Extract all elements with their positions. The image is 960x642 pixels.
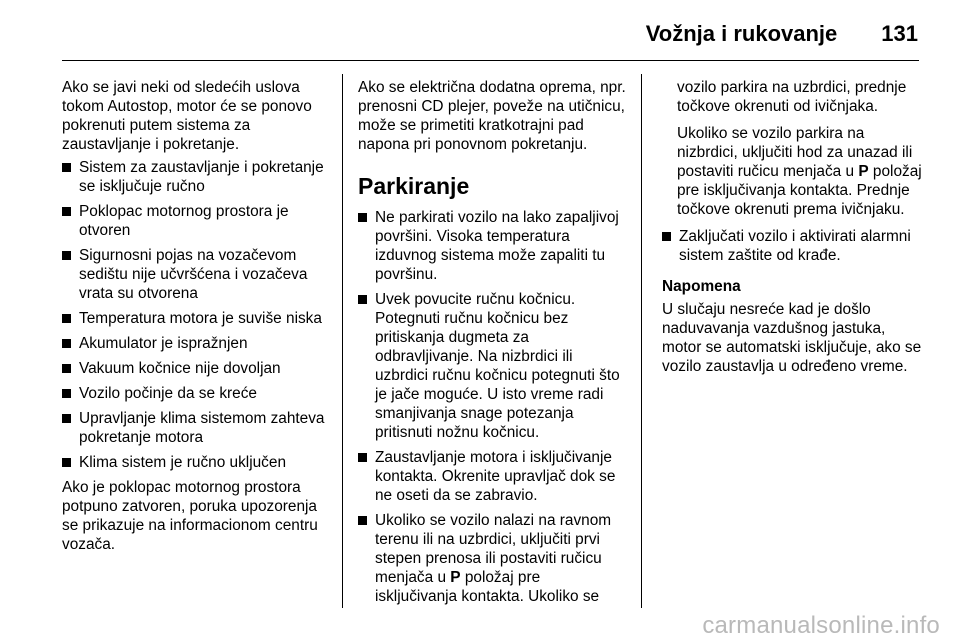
header-divider bbox=[62, 60, 919, 61]
list-item: Ne parkirati vozilo na lako zapaljivoj površini. Visoka temperatura izduvnog sistema može zapaliti tu površinu. bbox=[358, 208, 626, 284]
column-3 bbox=[662, 78, 924, 380]
column-1 bbox=[62, 78, 330, 558]
watermark: carmanualsonline.info bbox=[702, 612, 940, 639]
list-item: Poklopac motornog prostora je otvoren bbox=[62, 202, 330, 240]
note-text: U slučaju nesreće kad je došlo naduvavanja vazdušnog jastuka, motor se automatski isključuje, ako se vozilo zaustavlja u određeno vreme. bbox=[662, 301, 922, 375]
col1-outro: Ako je poklopac motornog prostora potpuno zatvoren, poruka upozorenja se prikazuje na informacionom centru vozača. bbox=[62, 479, 318, 553]
restart-conditions-list bbox=[62, 158, 330, 472]
chapter-title: Vožnja i rukovanje bbox=[645, 21, 838, 46]
list-item: Uvek povucite ručnu kočnicu. Potegnuti ručnu kočnicu bez pritiskanja dugmeta za odbravljivanje. Na nizbrdici ili uzbrdici ručnu kočnicu potegnuti što je jače moguće. U isto vreme radi smanjivanja snage potezanja pritisnuti nožnu kočnicu. bbox=[358, 290, 626, 442]
column-divider-1 bbox=[342, 74, 343, 608]
gear-p-symbol: P bbox=[450, 569, 461, 586]
section-title-parking: Parkiranje bbox=[358, 173, 470, 199]
col3-paragraph bbox=[662, 124, 924, 219]
list-item: Sistem za zaustavljanje i pokretanje se isključuje ručno bbox=[62, 158, 330, 196]
column-2 bbox=[358, 78, 626, 612]
parking-list bbox=[358, 208, 626, 606]
lock-list bbox=[662, 227, 924, 265]
paragraph-text: Ukoliko se vozilo parkira na nizbrdici, uključiti hod za unazad ili postaviti ručicu menjača u bbox=[677, 125, 913, 180]
column-divider-2 bbox=[641, 74, 642, 608]
list-item: Akumulator je ispražnjen bbox=[62, 334, 330, 353]
paragraph-text: položaj pre isključivanja kontakta. Prednje točkove okrenuti prema ivičnjaku. bbox=[677, 163, 922, 218]
col3-continuation: vozilo parkira na uzbrdici, prednje točkove okrenuti od ivičnjaka. bbox=[677, 79, 907, 115]
item-text: položaj pre isključivanja kontakta. Ukoliko se bbox=[375, 569, 600, 605]
note-title: Napomena bbox=[662, 278, 741, 295]
page-header bbox=[646, 14, 918, 54]
list-item: Klima sistem je ručno uključen bbox=[62, 453, 330, 472]
list-item: Upravljanje klima sistemom zahteva pokretanje motora bbox=[62, 409, 330, 447]
col1-intro: Ako se javi neki od sledećih uslova tokom Autostop, motor će se ponovo pokrenuti putem sistema za zaustavljanje i pokretanje. bbox=[62, 79, 312, 153]
list-item bbox=[358, 511, 626, 606]
list-item: Temperatura motora je suviše niska bbox=[62, 309, 330, 328]
page-number: 131 bbox=[881, 21, 918, 46]
list-item: Zaključati vozilo i aktivirati alarmni sistem zaštite od krađe. bbox=[662, 227, 924, 265]
item-text: Ukoliko se vozilo nalazi na ravnom terenu ili na uzbrdici, uključiti prvi stepen prenosa ili postaviti ručicu menjača u bbox=[375, 512, 612, 586]
list-item: Vakuum kočnice nije dovoljan bbox=[62, 359, 330, 378]
list-item: Sigurnosni pojas na vozačevom sedištu nije učvršćena i vozačeva vrata su otvorena bbox=[62, 246, 330, 303]
col2-intro: Ako se električna dodatna oprema, npr. prenosni CD plejer, poveže na utičnicu, može se primetiti kratkotrajni pad napona pri ponovnom pokretanju. bbox=[358, 79, 626, 153]
list-item: Zaustavljanje motora i isključivanje kontakta. Okrenite upravljač dok se ne oseti da se zabravio. bbox=[358, 448, 626, 505]
list-item: Vozilo počinje da se kreće bbox=[62, 384, 330, 403]
gear-p-symbol: P bbox=[858, 163, 869, 180]
